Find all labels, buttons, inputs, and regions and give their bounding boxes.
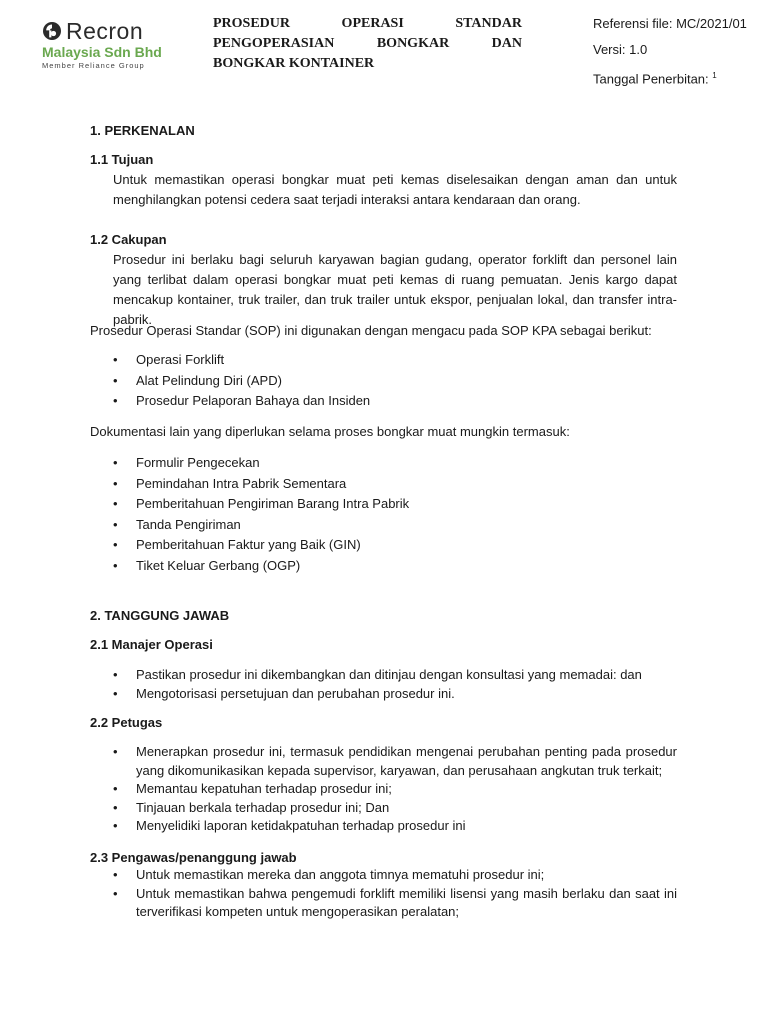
section-1-heading: 1. PERKENALAN (90, 123, 195, 138)
file-reference: Referensi file: MC/2021/01 (593, 16, 747, 31)
section-2-2-heading: 2.2 Petugas (90, 715, 163, 730)
list-item: • Mengotorisasi persetujuan dan perubahan prosedur ini. (90, 685, 677, 704)
list-item: • Formulir Pengecekan (90, 453, 677, 474)
section-2-heading: 2. TANGGUNG JAWAB (90, 608, 230, 623)
list-item: • Operasi Forklift (90, 350, 677, 371)
section-1-1-text: Untuk memastikan operasi bongkar muat peti kemas diselesaikan dengan aman dan untuk menghilangkan potensi cedera saat terjadi interaksi antara kendaraan dan orang. (113, 172, 677, 207)
issue-date-label: Tanggal Penerbitan: (593, 71, 709, 87)
list-item: • Menyelidiki laporan ketidakpatuhan terhadap prosedur ini (90, 817, 677, 836)
list-item: • Untuk memastikan bahwa pengemudi forklift memiliki lisensi yang masih berlaku dan saat ini terverifikasi kompeten untuk mengoperasikan peralatan; (90, 885, 677, 922)
list-item: • Prosedur Pelaporan Bahaya dan Insiden (90, 391, 677, 412)
list-item: • Pemberitahuan Faktur yang Baik (GIN) (90, 535, 677, 556)
title-line-2: PENGOPERASIAN BONGKAR DAN (213, 36, 522, 51)
docs-list (90, 453, 677, 577)
manager-duties-list (90, 666, 677, 703)
logo-company: Malaysia Sdn Bhd (42, 44, 162, 60)
section-2-3-heading: 2.3 Pengawas/penanggung jawab (90, 850, 297, 865)
version: Versi: 1.0 (593, 42, 648, 57)
document-meta (593, 14, 763, 92)
document-title (213, 14, 522, 74)
title-line-3: BONGKAR KONTAINER (213, 56, 375, 71)
logo-name: Recron (66, 18, 144, 44)
section-2-1-heading: 2.1 Manajer Operasi (90, 637, 213, 652)
logo-tagline: Member Reliance Group (42, 61, 145, 70)
list-item: • Menerapkan prosedur ini, termasuk pendidikan mengenai perubahan penting pada prosedur yang dikomunikasikan kepada supervisor, karyawan, dan perusahaan angkutan truk terkait; (90, 743, 677, 780)
list-item: • Pemberitahuan Pengiriman Barang Intra Pabrik (90, 494, 677, 515)
section-1-2-heading: 1.2 Cakupan (90, 232, 167, 247)
list-item: • Tinjauan berkala terhadap prosedur ini; Dan (90, 799, 677, 818)
supervisor-duties-list (90, 866, 677, 922)
company-logo (42, 18, 192, 72)
footnote-marker: 1 (712, 71, 717, 80)
list-item: • Alat Pelindung Diri (APD) (90, 371, 677, 392)
title-line-1: PROSEDUR OPERASI STANDAR (213, 16, 522, 31)
sop-intro: Prosedur Operasi Standar (SOP) ini digunakan dengan mengacu pada SOP KPA sebagai berikut: (90, 323, 652, 338)
list-item: • Memantau kepatuhan terhadap prosedur ini; (90, 780, 677, 799)
recron-logo-icon (42, 21, 62, 41)
list-item: • Pemindahan Intra Pabrik Sementara (90, 474, 677, 495)
list-item: • Pastikan prosedur ini dikembangkan dan ditinjau dengan konsultasi yang memadai: dan (90, 666, 677, 685)
list-item: • Tanda Pengiriman (90, 515, 677, 536)
section-1-2-text: Prosedur ini berlaku bagi seluruh karyawan bagian gudang, operator forklift dan personel lain yang terlibat dalam operasi bongkar muat peti kemas di ruang pemuatan. Jenis kargo dapat mencakup kontainer, truk trailer, dan truk trailer untuk ekspor, penjualan lokal, dan transfer intra-pabrik. (113, 252, 677, 327)
list-item: • Untuk memastikan mereka dan anggota timnya mematuhi prosedur ini; (90, 866, 677, 885)
docs-intro: Dokumentasi lain yang diperlukan selama proses bongkar muat mungkin termasuk: (90, 424, 570, 439)
officer-duties-list (90, 743, 677, 836)
sop-list (90, 350, 677, 412)
section-1-1-heading: 1.1 Tujuan (90, 152, 154, 167)
list-item: • Tiket Keluar Gerbang (OGP) (90, 556, 677, 577)
issue-date (593, 66, 763, 92)
